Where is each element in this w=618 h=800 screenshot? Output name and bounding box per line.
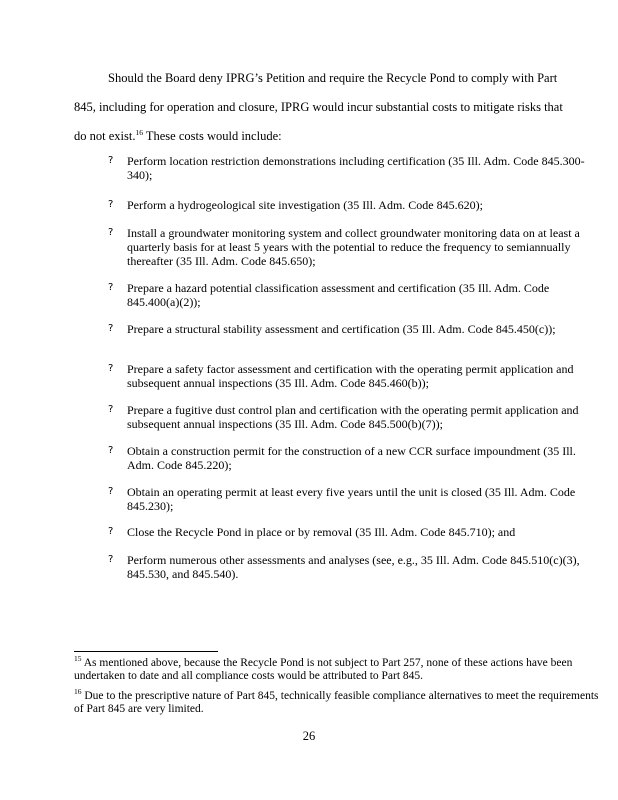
body-line-1: Should the Board deny IPRG’s Petition and require the Recycle Pond to comply with Part bbox=[108, 71, 558, 85]
page-number: 26 bbox=[302, 729, 316, 743]
list-item-text: Obtain an operating permit at least every five years until the unit is closed (35 Ill. Adm. Code 845.230); bbox=[127, 485, 576, 513]
list-item-text: Close the Recycle Pond in place or by removal (35 Ill. Adm. Code 845.710); and bbox=[127, 525, 516, 539]
list-item bbox=[108, 226, 598, 268]
footnote-15 bbox=[74, 654, 604, 683]
footnote-ref-16: 16 bbox=[135, 128, 143, 137]
bullet-icon: ? bbox=[108, 526, 114, 537]
body-line-3-text: do not exist. bbox=[74, 129, 136, 143]
list-item bbox=[108, 444, 598, 472]
list-item-text: Perform numerous other assessments and analyses (see, e.g., 35 Ill. Adm. Code 845.510(c)(3), 845.530, and 845.540). bbox=[127, 553, 580, 581]
list-item bbox=[108, 553, 598, 581]
list-item-text: Perform a hydrogeological site investigation (35 Ill. Adm. Code 845.620); bbox=[127, 198, 483, 212]
list-item bbox=[108, 525, 598, 539]
footnote-divider bbox=[74, 651, 218, 652]
bullet-icon: ? bbox=[108, 486, 114, 497]
bullet-icon: ? bbox=[108, 363, 114, 374]
bullet-icon: ? bbox=[108, 227, 114, 238]
list-item bbox=[108, 281, 598, 309]
body-line-3-rest: These costs would include: bbox=[142, 129, 282, 143]
list-item-text: Prepare a hazard potential classification assessment and certification (35 Ill. Adm. Code 845.400(a)(2)); bbox=[127, 281, 550, 309]
list-item-text: Obtain a construction permit for the construction of a new CCR surface impoundment (35 Ill. Adm. Code 845.220); bbox=[127, 444, 576, 472]
list-item-text: Prepare a fugitive dust control plan and certification with the operating permit application and subsequent annual inspections (35 Ill. Adm. Code 845.500(b)(7)); bbox=[127, 403, 579, 431]
list-item bbox=[108, 362, 598, 390]
footnote-number: 15 bbox=[74, 654, 82, 663]
list-item-text: Perform location restriction demonstrations including certification (35 Ill. Adm. Code 845.300-340); bbox=[127, 154, 585, 182]
footnote-text: Due to the prescriptive nature of Part 845, technically feasible compliance alternatives to meet the requirements of Part 845 are very limited. bbox=[74, 690, 599, 715]
bullet-icon: ? bbox=[108, 155, 114, 166]
list-item-text: Prepare a safety factor assessment and certification with the operating permit application and subsequent annual inspections (35 Ill. Adm. Code 845.460(b)); bbox=[127, 362, 574, 390]
list-item bbox=[108, 198, 598, 212]
bullet-icon: ? bbox=[108, 554, 114, 565]
body-line-3 bbox=[74, 129, 584, 144]
list-item bbox=[108, 485, 598, 513]
body-line-2: 845, including for operation and closure, IPRG would incur substantial costs to mitigate risks that bbox=[74, 100, 563, 114]
footnote-text: As mentioned above, because the Recycle Pond is not subject to Part 257, none of these actions have been undertaken to date and all compliance costs would be attributed to Part 845. bbox=[74, 657, 573, 682]
list-item-text: Install a groundwater monitoring system and collect groundwater monitoring data on at least a quarterly basis for at least 5 years with the potential to reduce the frequency to semiannually thereafter (35 Ill. Adm. Code 845.650); bbox=[127, 226, 580, 268]
footnote-number: 16 bbox=[74, 687, 82, 696]
bullet-icon: ? bbox=[108, 282, 114, 293]
list-item bbox=[108, 403, 598, 431]
bullet-icon: ? bbox=[108, 404, 114, 415]
bullet-icon: ? bbox=[108, 323, 114, 334]
list-item-text: Prepare a structural stability assessment and certification (35 Ill. Adm. Code 845.450(c)); bbox=[127, 322, 556, 336]
list-item bbox=[108, 154, 598, 182]
bullet-icon: ? bbox=[108, 199, 114, 210]
list-item bbox=[108, 322, 598, 336]
footnote-16 bbox=[74, 687, 604, 716]
bullet-icon: ? bbox=[108, 445, 114, 456]
